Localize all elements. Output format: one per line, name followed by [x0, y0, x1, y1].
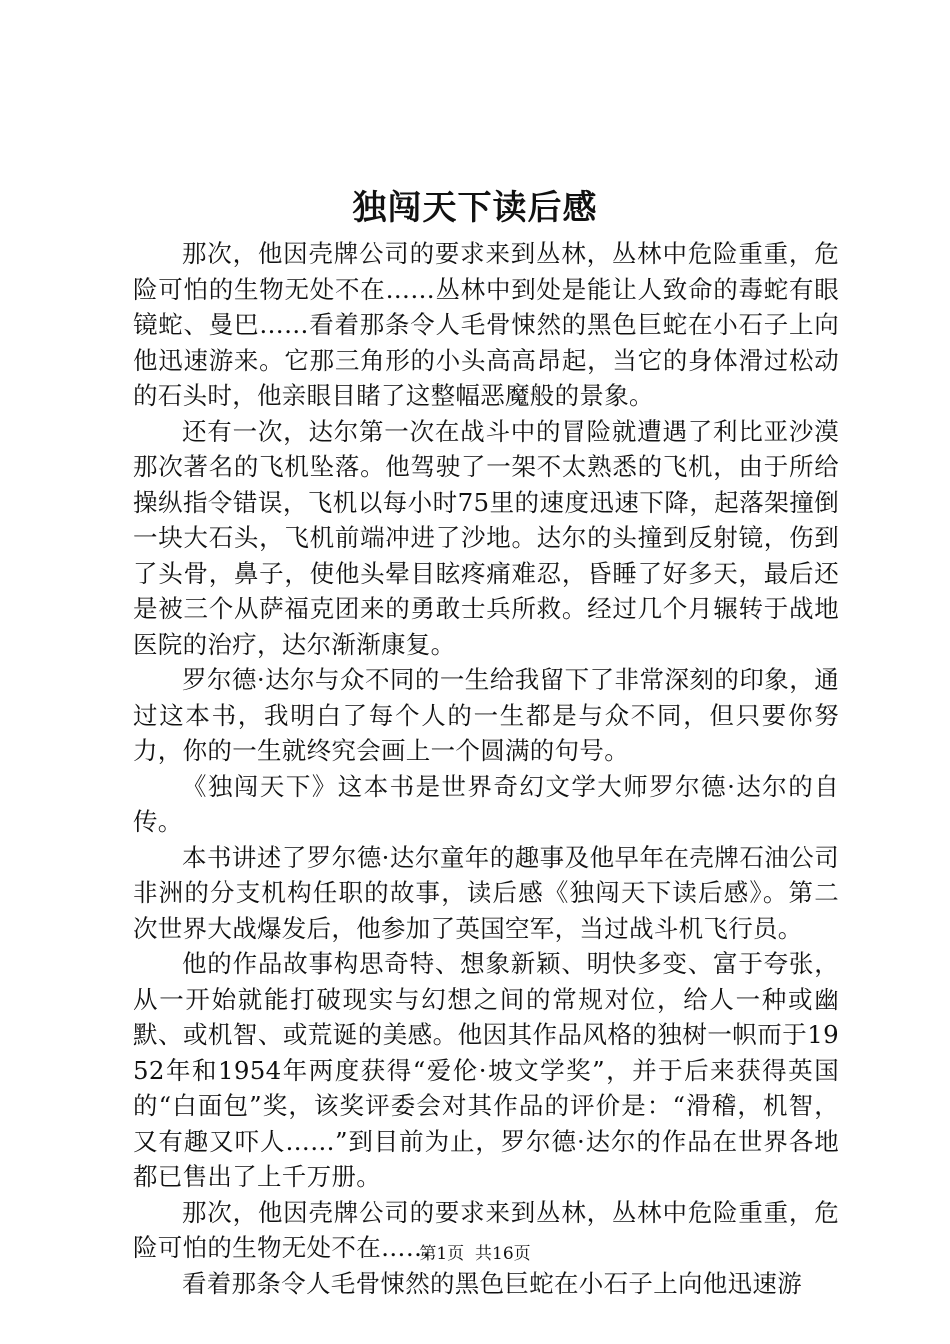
- paragraph: 还有一次，达尔第一次在战斗中的冒险就遭遇了利比亚沙漠那次著名的飞机坠落。他驾驶了一架不太熟悉的飞机，由于所给操纵指令错误，飞机以每小时75里的速度迅速下降，起落架撞倒一块大石头，飞机前端冲进了沙地。达尔的头撞到反射镜，伤到了头骨，鼻子，使他头晕目眩疼痛难忍，昏睡了好多天，最后还是被三个从萨福克团来的勇敢士兵所救。经过几个月辗转于战地医院的治疗，达尔渐渐康复。: [133, 416, 839, 659]
- paragraph: 那次，他因壳牌公司的要求来到丛林，丛林中危险重重，危险可怕的生物无处不在……丛林中到处是能让人致命的毒蛇有眼镜蛇、曼巴……看着那条令人毛骨悚然的黑色巨蛇在小石子上向他迅速游来。它那三角形的小头高高昂起，当它的身体滑过松动的石头时，他亲眼目睹了这整幅恶魔般的景象。: [133, 239, 839, 410]
- paragraph: 本书讲述了罗尔德·达尔童年的趣事及他早年在壳牌石油公司非洲的分支机构任职的故事，读后感《独闯天下读后感》。第二次世界大战爆发后，他参加了英国空军，当过战斗机飞行员。: [133, 842, 839, 943]
- footer-separator: [464, 1244, 475, 1264]
- page-footer: [0, 1242, 950, 1266]
- paragraph: 那次，他因壳牌公司的要求来到丛林，丛林中危险重重，危险可怕的生物无处不在……: [133, 1197, 839, 1262]
- page-number: 第1页: [419, 1244, 465, 1264]
- page-total: 共16页: [475, 1244, 531, 1264]
- document-body: [133, 236, 839, 1301]
- paragraph: 看着那条令人毛骨悚然的黑色巨蛇在小石子上向他迅速游: [182, 1268, 802, 1298]
- paragraph: 他的作品故事构思奇特、想象新颖、明快多变、富于夸张，从一开始就能打破现实与幻想之间的常规对位，给人一种或幽默、或机智、或荒诞的美感。他因其作品风格的独树一帜而于1952年和1954年两度获得“爱伦·坡文学奖”，并于后来获得英国的“白面包”奖，该奖评委会对其作品的评价是：“滑稽，机智，又有趣又吓人……”到目前为止，罗尔德·达尔的作品在世界各地都已售出了上千万册。: [133, 949, 839, 1191]
- paragraph: 《独闯天下》这本书是世界奇幻文学大师罗尔德·达尔的自传。: [133, 771, 839, 836]
- paragraph: 罗尔德·达尔与众不同的一生给我留下了非常深刻的印象，通过这本书，我明白了每个人的一生都是与众不同，但只要你努力，你的一生就终究会画上一个圆满的句号。: [133, 665, 839, 765]
- document-title: 独闯天下读后感: [352, 188, 598, 228]
